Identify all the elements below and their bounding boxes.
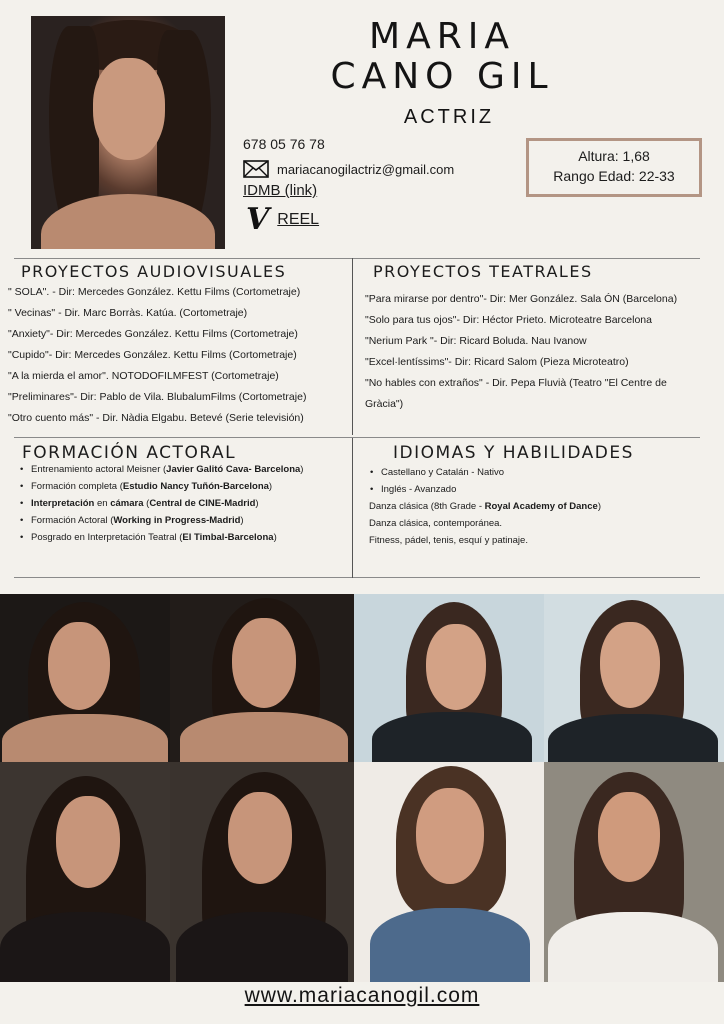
envelope-icon [243, 160, 269, 178]
vimeo-icon: V [246, 202, 270, 237]
email-row[interactable] [243, 160, 454, 178]
audiovisual-item: " SOLA". - Dir: Mercedes González. Kettu Films (Cortometraje) [8, 286, 301, 298]
audiovisual-item: "Otro cuento más" - Dir. Nàdia Elgabu. Betevé (Serie televisión) [8, 412, 304, 424]
actor-role: ACTRIZ [403, 106, 495, 128]
website-link[interactable]: www.mariacanogil.com [244, 984, 480, 1007]
language-item: • Inglés - Avanzado [369, 481, 601, 498]
portrait-photo-7 [354, 762, 544, 982]
skills-title: IDIOMAS Y HABILIDADES [393, 443, 634, 463]
portrait-photo-1 [0, 594, 170, 762]
theatre-item: "Solo para tus ojos"- Dir: Héctor Prieto. Microteatre Barcelona [365, 314, 652, 326]
training-item: • Posgrado en Interpretación Teatral (El Timbal-Barcelona) [19, 529, 303, 546]
audiovisual-item: " Vecinas" - Dir. Marc Borràs. Katúa. (Cortometraje) [8, 307, 248, 319]
audiovisual-list [8, 282, 306, 429]
divider-bottom [14, 577, 700, 578]
stats-box [526, 138, 702, 197]
portrait-photo-5 [0, 762, 170, 982]
divider-vertical-upper [352, 258, 353, 435]
divider-middle [14, 437, 700, 438]
actor-name-first: MARIA [369, 16, 515, 57]
skills-line: Fitness, pádel, tenis, esquí y patinaje. [369, 535, 528, 546]
headshot-photo [31, 16, 225, 249]
audiovisual-title: PROYECTOS AUDIOVISUALES [21, 262, 287, 281]
training-item: • Formación completa (Estudio Nancy Tuñón-Barcelona) [19, 478, 303, 495]
height-stat: Altura: 1,68 [578, 148, 650, 164]
dance-training: Danza clásica (8th Grade - Royal Academy of Dance) [369, 501, 601, 512]
email-address[interactable]: mariacanogilactriz@gmail.com [277, 161, 455, 177]
audiovisual-item: "A la mierda el amor". NOTODOFILMFEST (Cortometraje) [8, 370, 279, 382]
portrait-photo-8 [544, 762, 724, 982]
theatre-item: "Excel·lentíssims"- Dir: Ricard Salom (Pieza Microteatro) [365, 356, 629, 368]
divider-vertical-lower [352, 438, 353, 578]
training-title: FORMACIÓN ACTORAL [22, 443, 237, 463]
training-item: • Interpretación en cámara (Central de CINE-Madrid) [19, 495, 303, 512]
age-range-stat: Rango Edad: 22-33 [553, 168, 675, 184]
theatre-title: PROYECTOS TEATRALES [373, 262, 593, 281]
portrait-photo-4 [544, 594, 724, 762]
portrait-photo-6 [170, 762, 354, 982]
language-item: • Castellano y Catalán - Nativo [369, 464, 601, 481]
theatre-item: Gràcia") [365, 398, 404, 410]
skills-line: Danza clásica, contemporánea. [369, 518, 503, 529]
theatre-item: "No hables con extraños" - Dir. Pepa Fluvià (Teatro "El Centre de [365, 377, 667, 389]
portrait-photo-3 [354, 594, 544, 762]
actor-name-last: CANO GIL [330, 56, 554, 97]
skills-list [369, 464, 601, 549]
theatre-list [365, 289, 677, 415]
audiovisual-item: "Cupido"- Dir: Mercedes González. Kettu Films (Cortometraje) [8, 349, 297, 361]
theatre-item: "Nerium Park "- Dir: Ricard Boluda. Nau Ivanow [365, 335, 587, 347]
portrait-photo-2 [170, 594, 354, 762]
training-list [19, 461, 303, 546]
audiovisual-item: "Preliminares"- Dir: Pablo de Vila. BlubalumFilms (Cortometraje) [8, 391, 307, 403]
reel-row[interactable] [246, 202, 320, 237]
divider-top [14, 258, 700, 259]
theatre-item: "Para mirarse por dentro"- Dir: Mer González. Sala ÓN (Barcelona) [365, 293, 678, 305]
phone-number[interactable]: 678 05 76 78 [243, 136, 325, 152]
training-item: • Entrenamiento actoral Meisner (Javier Galitó Cava- Barcelona) [19, 461, 303, 478]
audiovisual-item: "Anxiety"- Dir: Mercedes González. Kettu Films (Cortometraje) [8, 328, 298, 340]
imdb-link[interactable]: IDMB (link) [243, 182, 318, 199]
reel-link[interactable]: REEL [277, 211, 320, 228]
training-item: • Formación Actoral (Working in Progress-Madrid) [19, 512, 303, 529]
